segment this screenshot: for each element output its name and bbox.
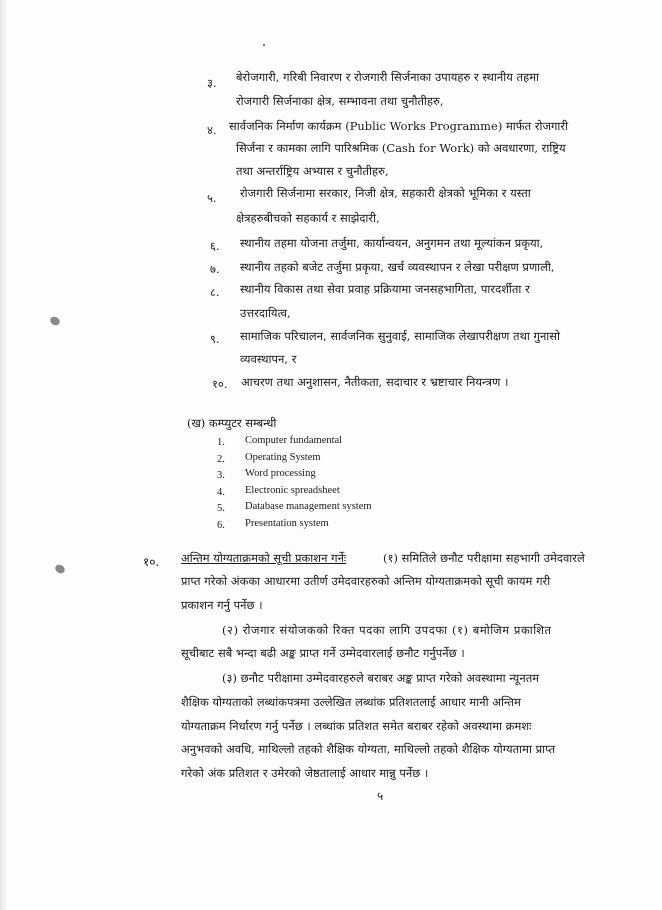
- list-number: ४.: [207, 123, 217, 137]
- computer-item-number: 2.: [217, 454, 225, 465]
- page-number: ५: [377, 789, 384, 803]
- paragraph-line: शैक्षिक योग्यताको लब्धांकपत्रमा उल्लेखित लब्धांक प्रतिशतलाई आधार मानी अन्तिम: [181, 695, 521, 709]
- paragraph-line: (१) समितिले छनौट परीक्षामा सहभागी उमेदवारले: [383, 551, 585, 565]
- computer-item-number: 4.: [217, 487, 225, 498]
- computer-section-heading: (ख) कम्प्युटर सम्बन्धी: [187, 416, 277, 430]
- list-item-line: सिर्जना र कामका लागि पारिश्रमिक (Cash for Work) को अवधारणा, राष्ट्रिय: [236, 141, 566, 155]
- paragraph-line: सूचीबाट सबै भन्दा बढी अङ्क प्राप्त गर्ने उम्मेदवारलाई छनौट गर्नुपर्नेछ ।: [181, 646, 465, 660]
- list-number: ९.: [210, 332, 220, 346]
- page-edge-shadow: [0, 0, 8, 910]
- punch-mark: [54, 563, 67, 575]
- computer-item-number: 3.: [217, 470, 225, 481]
- list-number: १०.: [212, 377, 228, 391]
- paragraph-line: योग्यताक्रम निर्धारण गर्नु पर्नेछ । लब्धांक प्रतिशत समेत बराबर रहेको अवस्थामा क्रमशः: [181, 719, 532, 733]
- computer-item-number: 6.: [217, 520, 225, 531]
- list-item-line: सार्वजनिक निर्माण कार्यक्रम (Public Works Programme) मार्फत रोजगारी: [229, 119, 569, 133]
- list-item-line: रोजगारी सिर्जनामा सरकार, निजी क्षेत्र, सहकारी क्षेत्रको भूमिका र यस्ता: [240, 186, 531, 200]
- list-item-line: स्थानीय तहमा योजना तर्जुमा, कार्यान्वयन, अनुगमन तथा मूल्यांकन प्रकृया,: [240, 236, 544, 250]
- paragraph-line: अनुभवको अवधि, माथिल्लो तहको शैक्षिक योग्यता, माथिल्लो तहको शैक्षिक योग्यतामा प्राप्त: [181, 742, 556, 756]
- computer-item: Word processing: [245, 468, 316, 479]
- speck: [263, 44, 265, 46]
- list-number: ८.: [210, 285, 220, 299]
- section-number: १०.: [143, 555, 160, 569]
- list-item-line: स्थानीय विकास तथा सेवा प्रवाह प्रक्रियामा जनसहभागिता, पारदर्शीता र: [240, 282, 530, 296]
- paragraph-line: प्राप्त गरेको अंकका आधारमा उतीर्ण उमेदवारहरुको अन्तिम योग्यताक्रमको सूची कायम गरी: [181, 574, 551, 588]
- list-item-line: व्यवस्थापन, र: [240, 352, 297, 366]
- list-item-line: स्थानीय तहको बजेट तर्जुमा प्रकृया, खर्च व्यवस्थापन र लेखा परीक्षण प्रणाली,: [240, 260, 555, 274]
- paragraph-line: गरेको अंक प्रतिशत र उमेरको जेष्ठतालाई आधार मान्नु पर्नेछ ।: [181, 766, 429, 780]
- list-item-line: आचरण तथा अनुशासन, नैतीकता, सदाचार र भ्रष्टाचार नियन्त्रण ।: [241, 375, 509, 389]
- paragraph-line: प्रकाशन गर्नु पर्नेछ ।: [181, 598, 263, 612]
- list-number: ७.: [210, 262, 220, 276]
- paragraph-line: (२) रोजगार संयोजकको रिक्त पदका लागि उपदफा (१) बमोजिम प्रकाशित: [222, 623, 552, 637]
- list-number: ३.: [207, 76, 217, 90]
- computer-item: Operating System: [245, 452, 321, 463]
- computer-item: Presentation system: [245, 518, 329, 529]
- list-item-line: तथा अन्तर्राष्ट्रिय अभ्यास र चुनौतीहरु,: [236, 164, 389, 178]
- computer-item-number: 5.: [217, 503, 225, 514]
- computer-item: Computer fundamental: [245, 435, 343, 446]
- section-title: अन्तिम योग्यताक्रमको सूची प्रकाशन गर्नेः: [181, 551, 347, 565]
- list-number: ५.: [207, 191, 217, 205]
- computer-item: Database management system: [245, 501, 372, 512]
- list-number: ६.: [210, 239, 220, 253]
- list-item-line: क्षेत्रहरुबीचको सहकार्य र साझेदारी,: [236, 211, 380, 225]
- list-item-line: रोजगारी सिर्जनाका क्षेत्र, सम्भावना तथा चुनौतीहरु,: [236, 94, 444, 108]
- list-item-line: उत्तरदायित्व,: [240, 306, 291, 320]
- computer-item: Electronic spreadsheet: [245, 485, 340, 496]
- list-item-line: बेरोजगारी, गरिबी निवारण र रोजगारी सिर्जनाका उपायहरु र स्थानीय तहमा: [236, 70, 540, 84]
- computer-item-number: 1.: [217, 437, 225, 448]
- paragraph-line: (३) छनौट परीक्षामा उम्मेदवारहरुले बराबर अङ्क प्राप्त गरेको अवस्थामा न्यूनतम: [222, 671, 540, 685]
- punch-mark: [49, 315, 62, 327]
- list-item-line: सामाजिक परिचालन, सार्वजनिक सुनुवाई, सामाजिक लेखापरीक्षण तथा गुनासो: [240, 329, 561, 343]
